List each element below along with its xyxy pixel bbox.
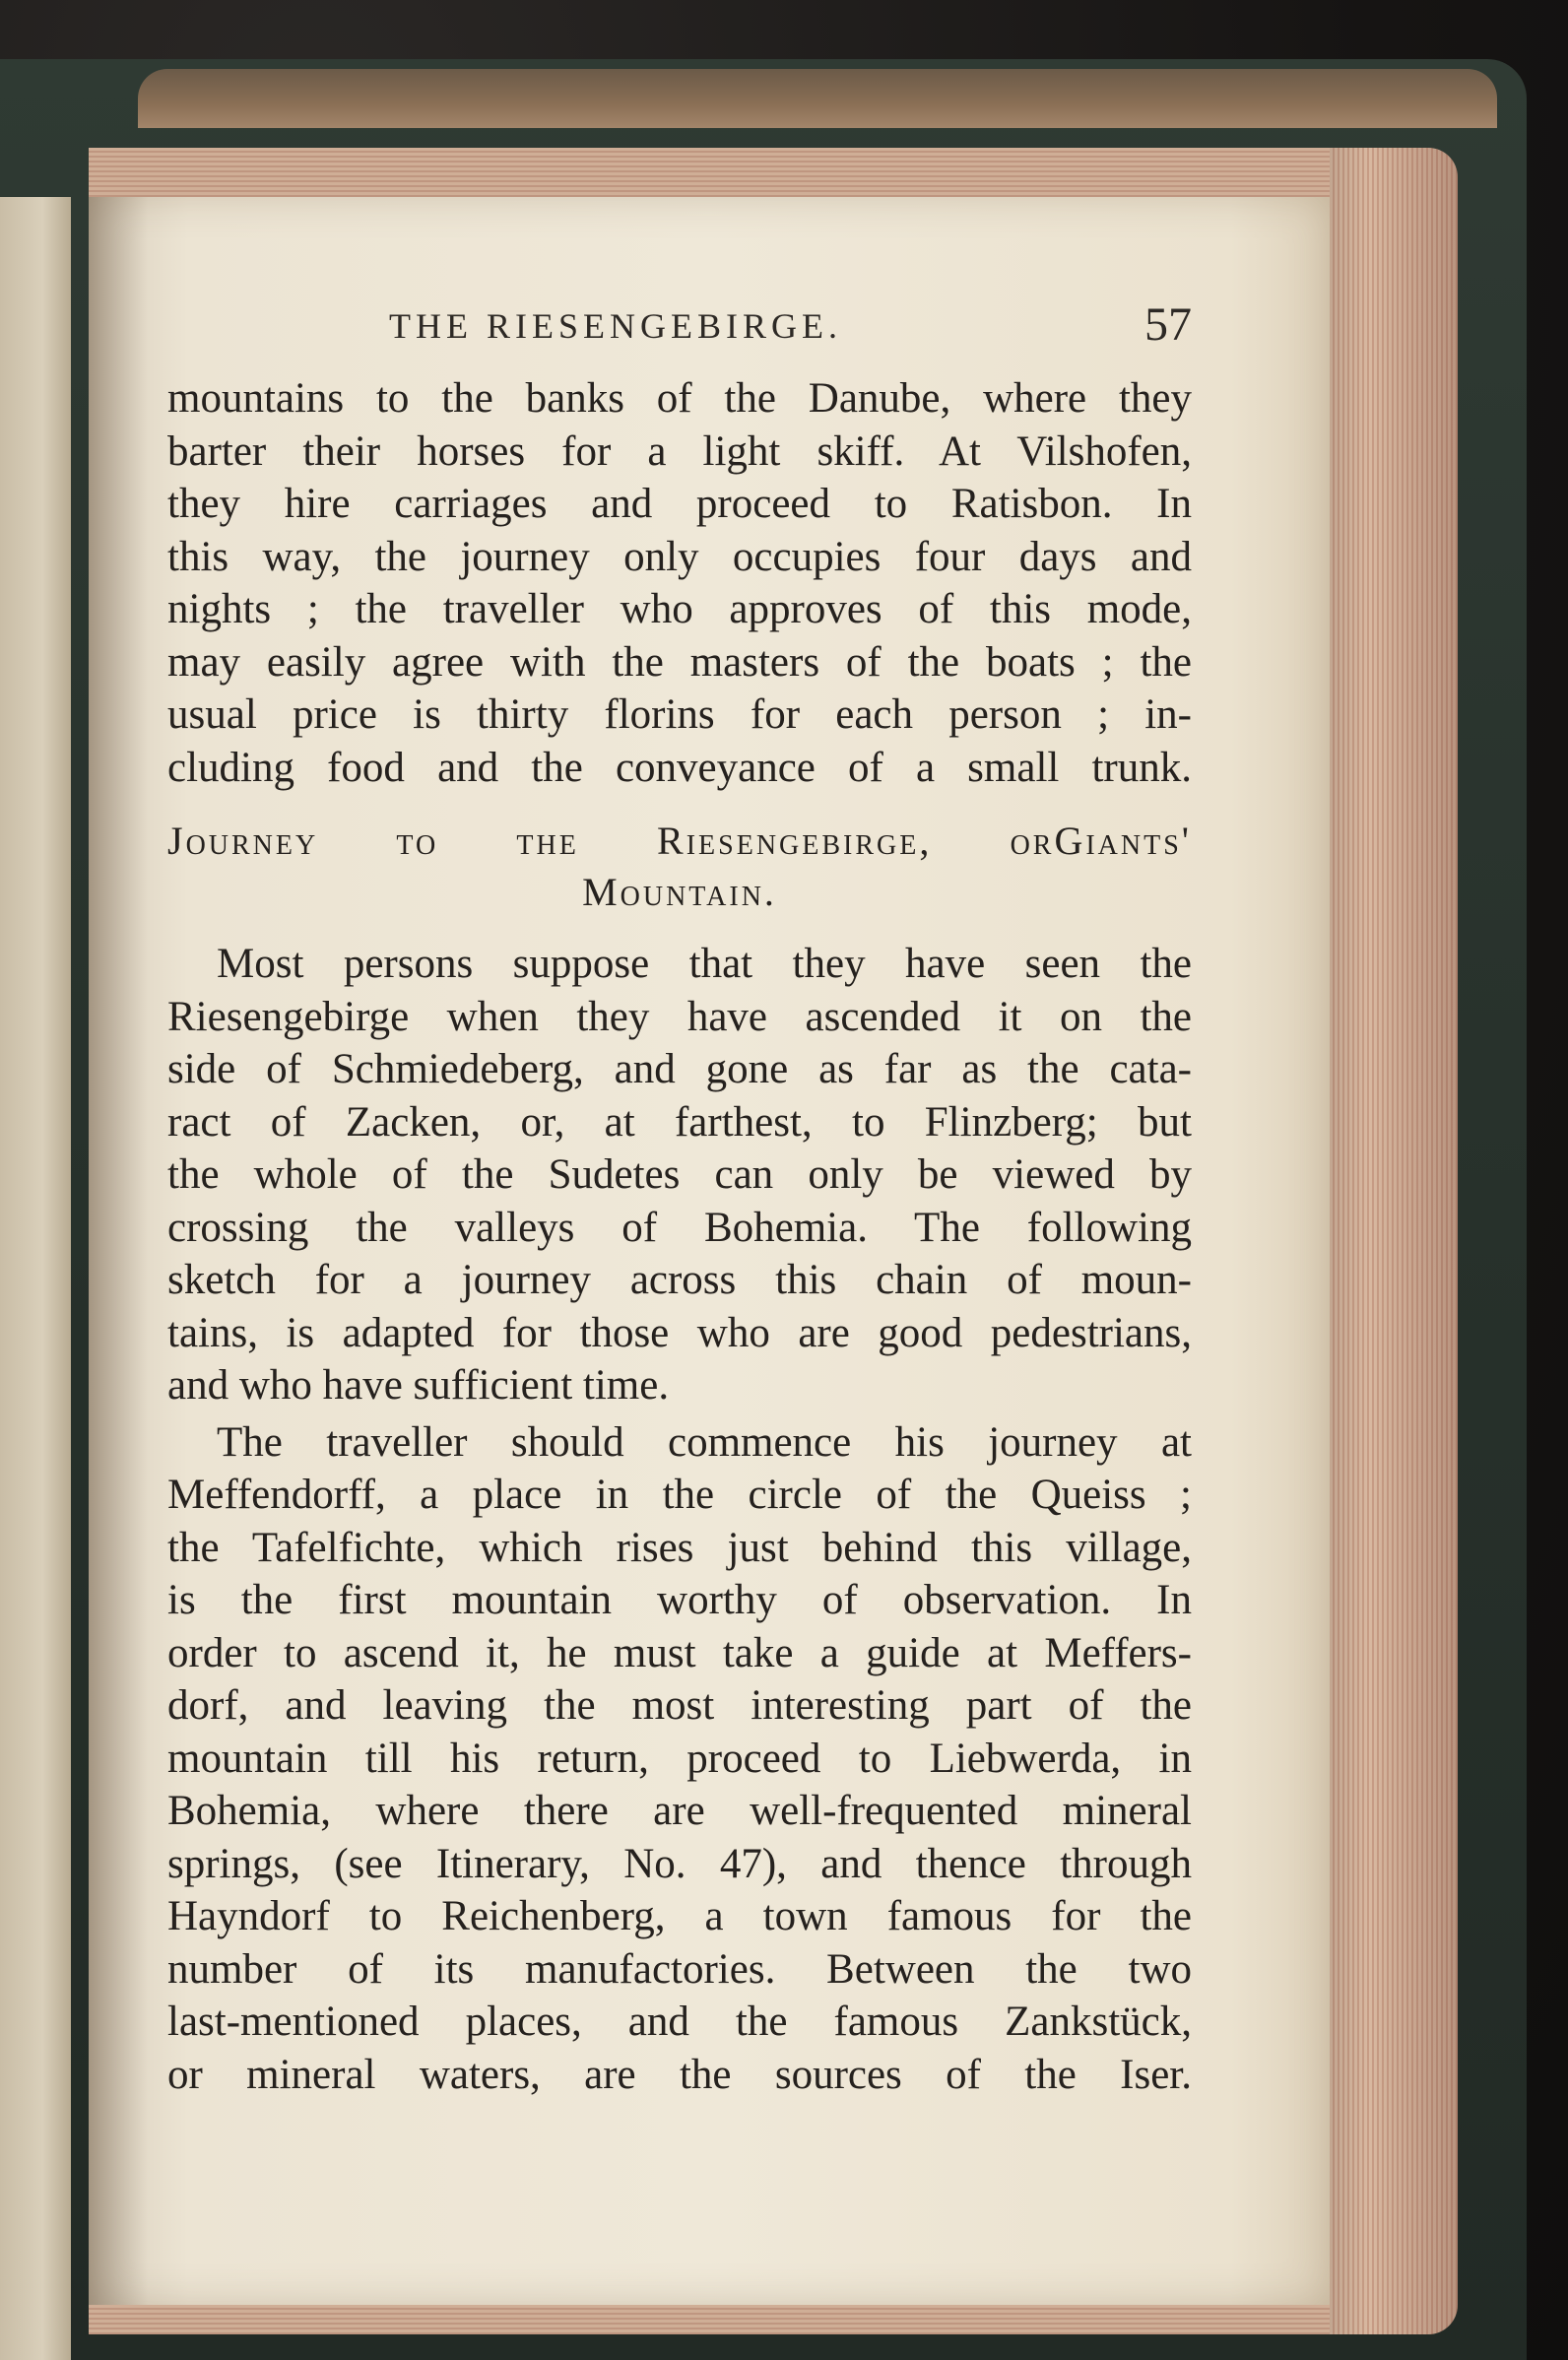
text-line: may easily agree with the masters of the boats ; the	[167, 638, 1192, 686]
text-line: Hayndorf to Reichenberg, a town famous for the	[167, 1893, 1192, 1939]
page-number: 57	[1144, 298, 1192, 351]
text-line: The traveller should commence his journey at	[217, 1418, 1192, 1466]
text-line: they hire carriages and proceed to Ratisbon. In	[167, 481, 1192, 527]
text-line: sketch for a journey across this chain of moun-	[167, 1257, 1192, 1303]
text-line: Meffendorff, a place in the circle of the Queiss ;	[167, 1472, 1192, 1518]
running-head	[167, 295, 1192, 355]
text-line: springs, (see Itinerary, No. 47), and thence through	[167, 1840, 1192, 1887]
text-line: the Tafelfichte, which rises just behind this village,	[167, 1524, 1192, 1571]
text-line: barter their horses for a light skiff. At Vilshofen,	[167, 427, 1192, 475]
text-line: dorf, and leaving the most interesting part of the	[167, 1682, 1192, 1729]
text-line: nights ; the traveller who approves of this mode,	[167, 586, 1192, 632]
gutter-shadow	[89, 197, 148, 2305]
section-heading-line-1: Journey to the Riesengebirge, orGiants'	[167, 819, 1192, 863]
page-fore-edge-shade	[1310, 148, 1458, 2334]
cover-top-edge	[138, 69, 1497, 128]
text-line: or mineral waters, are the sources of the Iser.	[167, 2051, 1192, 2098]
text-line: number of its manufactories. Between the two	[167, 1945, 1192, 1993]
text-line: mountains to the banks of the Danube, where they	[167, 375, 1192, 422]
text-line: mountain till his return, proceed to Liebwerda, in	[167, 1735, 1192, 1782]
text-line: is the first mountain worthy of observation. In	[167, 1577, 1192, 1623]
text-line: usual price is thirty florins for each person ; in-	[167, 691, 1192, 738]
running-title: THE RIESENGEBIRGE.	[389, 306, 842, 346]
text-line: and who have sufficient time.	[167, 1362, 670, 1409]
text-line: the whole of the Sudetes can only be viewed by	[167, 1151, 1192, 1198]
text-line: crossing the valleys of Bohemia. The following	[167, 1204, 1192, 1251]
text-line: tains, is adapted for those who are good pedestrians,	[167, 1309, 1192, 1356]
text-line: ract of Zacken, or, at farthest, to Flinzberg; but	[167, 1098, 1192, 1146]
section-heading	[167, 816, 1192, 918]
page-content	[167, 295, 1192, 2101]
section-heading-line-2: Mountain.	[582, 870, 777, 914]
text-line: order to ascend it, he must take a guide at Meffers-	[167, 1629, 1192, 1676]
text-line: last-mentioned places, and the famous Zankstück,	[167, 1999, 1192, 2045]
text-line: Most persons suppose that they have seen the	[217, 941, 1192, 987]
paragraph-1	[167, 938, 1192, 1412]
text-line: Bohemia, where there are well-frequented mineral	[167, 1788, 1192, 1834]
text-line: Riesengebirge when they have ascended it on the	[167, 993, 1192, 1040]
facing-page-sliver	[0, 197, 71, 2360]
continuation-paragraph	[167, 372, 1192, 794]
text-line: cluding food and the conveyance of a small trunk.	[167, 744, 1192, 791]
text-line: side of Schmiedeberg, and gone as far as the cata-	[167, 1046, 1192, 1092]
paragraph-2	[167, 1416, 1192, 2102]
text-line: this way, the journey only occupies four days and	[167, 533, 1192, 580]
